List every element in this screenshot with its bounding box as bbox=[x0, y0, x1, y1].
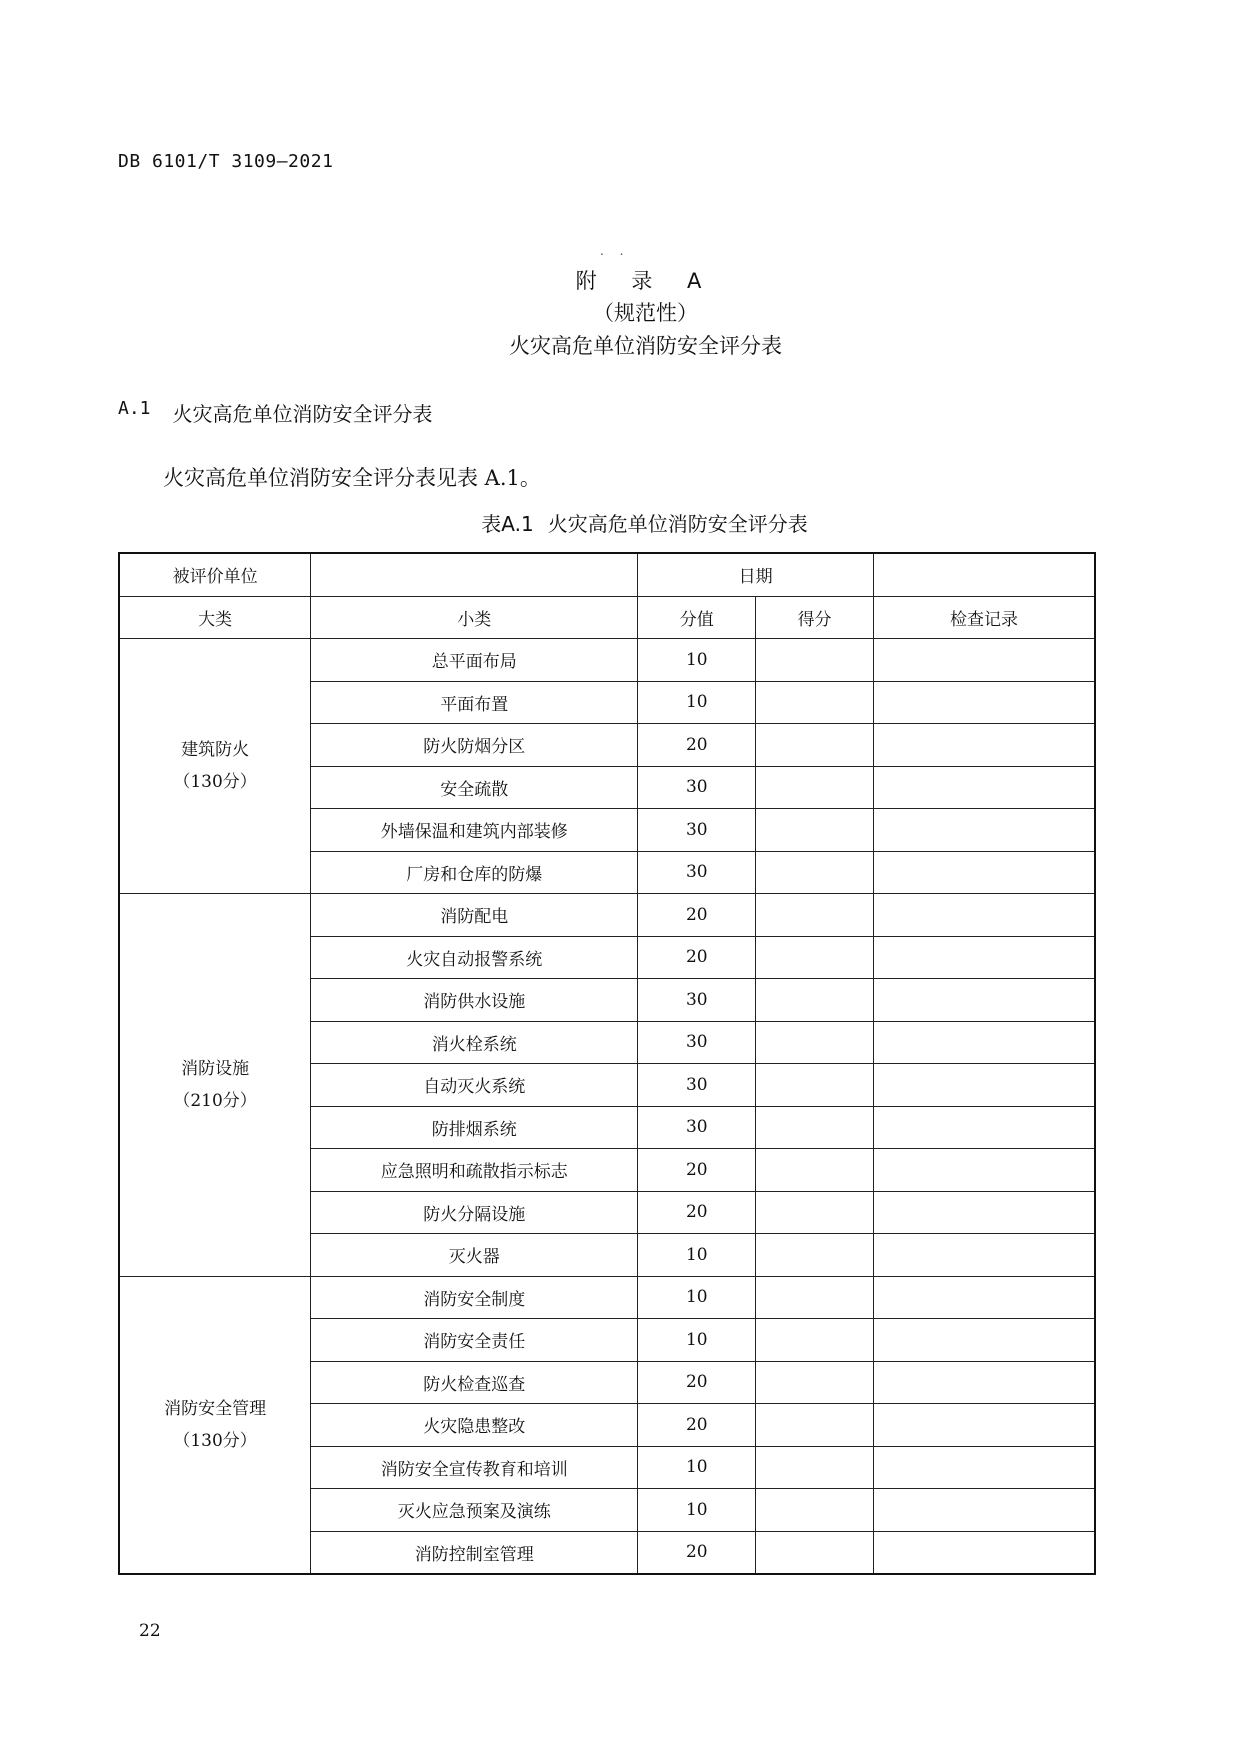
category-name: 建筑防火 bbox=[181, 740, 250, 760]
score-value-cell: 20 bbox=[638, 1361, 756, 1404]
score-got-cell[interactable] bbox=[756, 766, 874, 809]
subcategory-cell: 消防安全责任 bbox=[311, 1319, 638, 1362]
table-caption-number: 表A.1 bbox=[481, 512, 534, 536]
score-value-cell: 10 bbox=[638, 681, 756, 724]
record-cell[interactable] bbox=[873, 1191, 1095, 1234]
subcategory-cell: 消防供水设施 bbox=[311, 979, 638, 1022]
subcategory-cell: 消火栓系统 bbox=[311, 1021, 638, 1064]
subcategory-cell: 安全疏散 bbox=[311, 766, 638, 809]
score-value-cell: 10 bbox=[638, 1489, 756, 1532]
record-cell[interactable] bbox=[873, 1149, 1095, 1192]
table-row-unit bbox=[119, 553, 1095, 596]
record-cell[interactable] bbox=[873, 1404, 1095, 1447]
subcategory-cell: 消防安全宣传教育和培训 bbox=[311, 1446, 638, 1489]
category-total: （130分） bbox=[173, 772, 257, 792]
section-heading bbox=[118, 398, 433, 427]
score-value-cell: 20 bbox=[638, 724, 756, 767]
score-got-cell[interactable] bbox=[756, 809, 874, 852]
header-category: 大类 bbox=[119, 596, 311, 639]
record-cell[interactable] bbox=[873, 1234, 1095, 1277]
header-score-got: 得分 bbox=[756, 596, 874, 639]
score-value-cell: 10 bbox=[638, 639, 756, 682]
subcategory-cell: 总平面布局 bbox=[311, 639, 638, 682]
table-header-row bbox=[119, 596, 1095, 639]
score-got-cell[interactable] bbox=[756, 851, 874, 894]
annex-title: 附 录 A bbox=[575, 269, 716, 293]
header-score-value: 分值 bbox=[638, 596, 756, 639]
subcategory-cell: 火灾自动报警系统 bbox=[311, 936, 638, 979]
score-got-cell[interactable] bbox=[756, 1404, 874, 1447]
score-value-cell: 30 bbox=[638, 766, 756, 809]
record-cell[interactable] bbox=[873, 1489, 1095, 1532]
category-total: （210分） bbox=[173, 1090, 257, 1111]
category-total: （130分） bbox=[173, 1430, 257, 1451]
score-got-cell[interactable] bbox=[756, 936, 874, 979]
score-value-cell: 30 bbox=[638, 1106, 756, 1149]
table-row bbox=[119, 1276, 1095, 1319]
unit-value-cell[interactable] bbox=[311, 553, 638, 596]
record-cell[interactable] bbox=[873, 1021, 1095, 1064]
score-value-cell: 30 bbox=[638, 1064, 756, 1107]
subcategory-cell: 消防安全制度 bbox=[311, 1276, 638, 1319]
unit-label-cell: 被评价单位 bbox=[119, 553, 311, 596]
score-got-cell[interactable] bbox=[756, 724, 874, 767]
section-title: 火灾高危单位消防安全评分表 bbox=[172, 402, 433, 426]
page-number: 22 bbox=[139, 1621, 161, 1641]
score-value-cell: 20 bbox=[638, 1149, 756, 1192]
score-got-cell[interactable] bbox=[756, 639, 874, 682]
score-got-cell[interactable] bbox=[756, 1446, 874, 1489]
subcategory-cell: 防火检查巡查 bbox=[311, 1361, 638, 1404]
annex-type: （规范性） bbox=[593, 301, 698, 325]
subcategory-cell: 火灾隐患整改 bbox=[311, 1404, 638, 1447]
score-got-cell[interactable] bbox=[756, 1361, 874, 1404]
score-got-cell[interactable] bbox=[756, 1531, 874, 1574]
body-paragraph: 火灾高危单位消防安全评分表见表 A.1。 bbox=[163, 466, 541, 490]
score-got-cell[interactable] bbox=[756, 894, 874, 937]
record-cell[interactable] bbox=[873, 936, 1095, 979]
table-caption bbox=[0, 508, 1241, 537]
date-label-cell: 日期 bbox=[638, 553, 874, 596]
subcategory-cell: 应急照明和疏散指示标志 bbox=[311, 1149, 638, 1192]
record-cell[interactable] bbox=[873, 851, 1095, 894]
header-subcategory: 小类 bbox=[311, 596, 638, 639]
score-got-cell[interactable] bbox=[756, 1149, 874, 1192]
score-value-cell: 20 bbox=[638, 1404, 756, 1447]
record-cell[interactable] bbox=[873, 1319, 1095, 1362]
score-got-cell[interactable] bbox=[756, 681, 874, 724]
score-got-cell[interactable] bbox=[756, 1234, 874, 1277]
score-value-cell: 30 bbox=[638, 1021, 756, 1064]
score-got-cell[interactable] bbox=[756, 1489, 874, 1532]
score-got-cell[interactable] bbox=[756, 1319, 874, 1362]
record-cell[interactable] bbox=[873, 979, 1095, 1022]
subcategory-cell: 外墙保温和建筑内部装修 bbox=[311, 809, 638, 852]
score-value-cell: 20 bbox=[638, 936, 756, 979]
record-cell[interactable] bbox=[873, 1106, 1095, 1149]
table-row bbox=[119, 639, 1095, 682]
subcategory-cell: 厂房和仓库的防爆 bbox=[311, 851, 638, 894]
subcategory-cell: 消防配电 bbox=[311, 894, 638, 937]
document-code: DB 6101/T 3109—2021 bbox=[118, 151, 334, 172]
score-got-cell[interactable] bbox=[756, 1106, 874, 1149]
score-table bbox=[118, 552, 1096, 1575]
record-cell[interactable] bbox=[873, 1446, 1095, 1489]
record-cell[interactable] bbox=[873, 1064, 1095, 1107]
subcategory-cell: 灭火器 bbox=[311, 1234, 638, 1277]
subcategory-cell: 防火分隔设施 bbox=[311, 1191, 638, 1234]
score-value-cell: 30 bbox=[638, 979, 756, 1022]
score-got-cell[interactable] bbox=[756, 1191, 874, 1234]
category-cell bbox=[119, 639, 311, 894]
record-cell[interactable] bbox=[873, 724, 1095, 767]
score-value-cell: 10 bbox=[638, 1234, 756, 1277]
table-caption-title: 火灾高危单位消防安全评分表 bbox=[547, 512, 808, 536]
score-value-cell: 20 bbox=[638, 1191, 756, 1234]
score-value-cell: 20 bbox=[638, 1531, 756, 1574]
score-value-cell: 10 bbox=[638, 1319, 756, 1362]
category-cell bbox=[119, 894, 311, 1277]
record-cell[interactable] bbox=[873, 894, 1095, 937]
record-cell[interactable] bbox=[873, 1531, 1095, 1574]
date-value-cell[interactable] bbox=[873, 553, 1095, 596]
record-cell[interactable] bbox=[873, 639, 1095, 682]
subcategory-cell: 防火防烟分区 bbox=[311, 724, 638, 767]
score-got-cell[interactable] bbox=[756, 1276, 874, 1319]
record-cell[interactable] bbox=[873, 1276, 1095, 1319]
subcategory-cell: 消防控制室管理 bbox=[311, 1531, 638, 1574]
category-name: 消防安全管理 bbox=[164, 1398, 267, 1419]
record-cell[interactable] bbox=[873, 681, 1095, 724]
score-value-cell: 30 bbox=[638, 851, 756, 894]
subcategory-cell: 自动灭火系统 bbox=[311, 1064, 638, 1107]
score-got-cell[interactable] bbox=[756, 979, 874, 1022]
subcategory-cell: 平面布置 bbox=[311, 681, 638, 724]
score-value-cell: 10 bbox=[638, 1276, 756, 1319]
subcategory-cell: 防排烟系统 bbox=[311, 1106, 638, 1149]
category-cell bbox=[119, 1276, 311, 1574]
annex-name: 火灾高危单位消防安全评分表 bbox=[509, 334, 782, 358]
score-value-cell: 10 bbox=[638, 1446, 756, 1489]
table-row bbox=[119, 894, 1095, 937]
record-cell[interactable] bbox=[873, 766, 1095, 809]
score-got-cell[interactable] bbox=[756, 1021, 874, 1064]
decorative-dots: . . bbox=[600, 244, 630, 258]
record-cell[interactable] bbox=[873, 1361, 1095, 1404]
header-record: 检查记录 bbox=[873, 596, 1095, 639]
subcategory-cell: 灭火应急预案及演练 bbox=[311, 1489, 638, 1532]
section-number: A.1 bbox=[118, 398, 151, 419]
category-name: 消防设施 bbox=[181, 1058, 250, 1079]
score-value-cell: 20 bbox=[638, 894, 756, 937]
score-got-cell[interactable] bbox=[756, 1064, 874, 1107]
score-value-cell: 30 bbox=[638, 809, 756, 852]
record-cell[interactable] bbox=[873, 809, 1095, 852]
